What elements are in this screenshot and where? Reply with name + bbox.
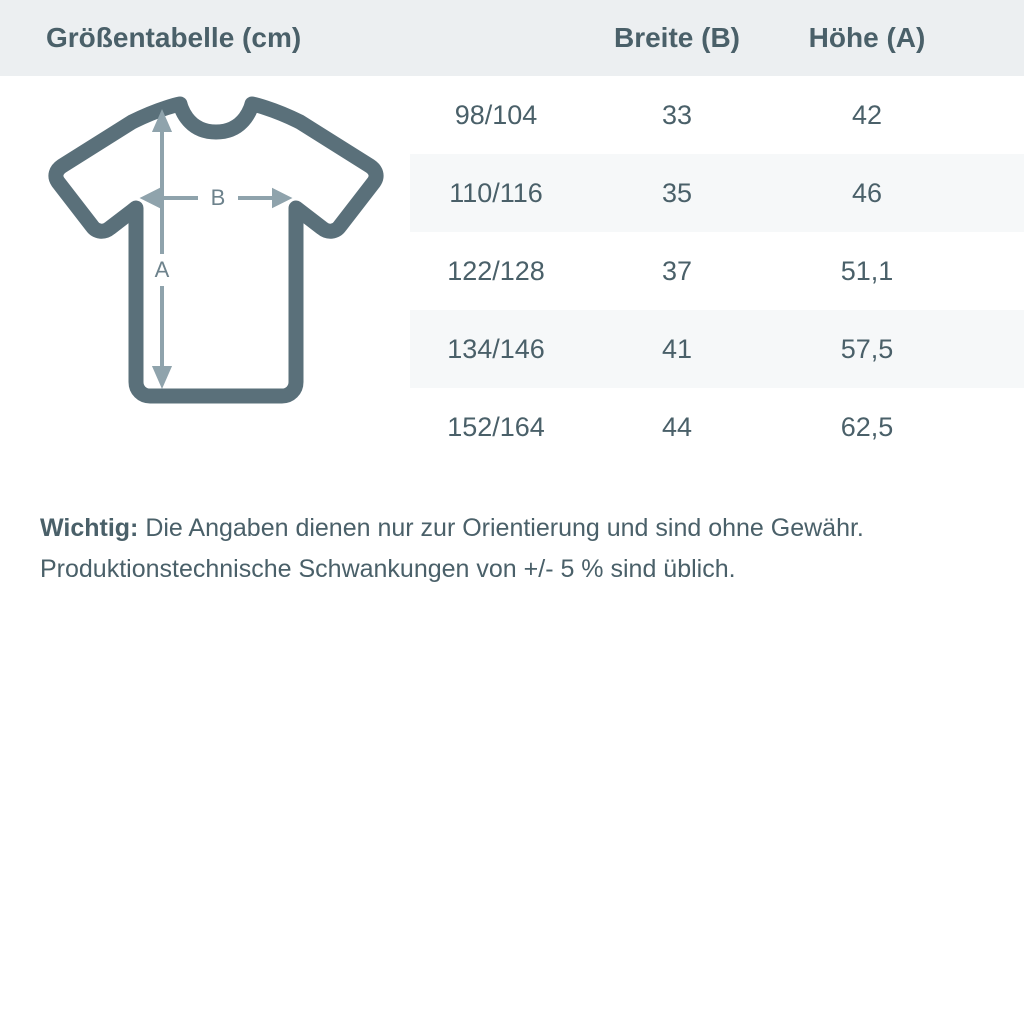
cell-height: 51,1 xyxy=(840,255,894,286)
size-table xyxy=(410,76,1024,466)
cell-width: 44 xyxy=(661,411,693,442)
t-shirt-icon xyxy=(40,86,400,486)
table-row xyxy=(410,310,1024,388)
note-line-2: Produktionstechnische Schwankungen von +/- 5 % sind üblich. xyxy=(40,555,736,584)
page-title: Größentabelle (cm) xyxy=(46,22,302,53)
cell-width: 35 xyxy=(661,177,693,208)
table-row xyxy=(410,76,1024,154)
width-label: B xyxy=(210,185,226,210)
cell-height: 57,5 xyxy=(840,333,894,364)
size-chart-body xyxy=(0,76,1024,488)
cell-size: 110/116 xyxy=(449,177,543,208)
table-row xyxy=(410,388,1024,466)
height-label: A xyxy=(154,257,170,282)
t-shirt-diagram xyxy=(40,86,400,486)
cell-height: 46 xyxy=(851,177,883,208)
cell-width: 33 xyxy=(661,99,693,130)
disclaimer-note xyxy=(40,508,990,591)
cell-size: 134/146 xyxy=(447,333,545,364)
note-line-1: Die Angaben dienen nur zur Orientierung und sind ohne Gewähr. xyxy=(138,514,864,542)
cell-size: 122/128 xyxy=(447,255,545,286)
note-emphasis: Wichtig: xyxy=(40,514,139,542)
column-header-height: Höhe (A) xyxy=(808,22,926,53)
table-row xyxy=(410,154,1024,232)
cell-size: 152/164 xyxy=(447,411,545,442)
column-header-width: Breite (B) xyxy=(613,22,740,53)
cell-size: 98/104 xyxy=(454,99,538,130)
cell-height: 62,5 xyxy=(840,411,894,442)
cell-height: 42 xyxy=(851,99,883,130)
cell-width: 37 xyxy=(661,255,693,286)
cell-width: 41 xyxy=(661,333,693,364)
table-row xyxy=(410,232,1024,310)
size-chart-header xyxy=(0,0,1024,76)
height-arrow xyxy=(155,114,169,384)
